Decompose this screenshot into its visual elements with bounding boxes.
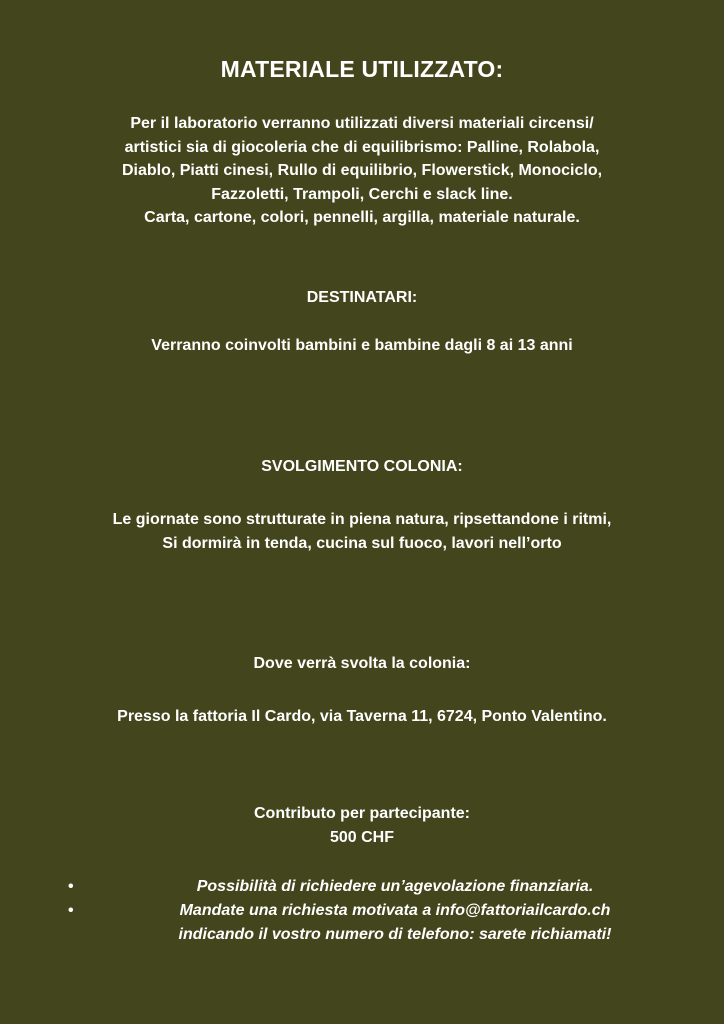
destinatari-text: Verranno coinvolti bambini e bambine dagli 8 ai 13 anni (151, 337, 573, 354)
contributo-heading: Contributo per partecipante: (253, 805, 470, 822)
contributo-block (0, 802, 724, 850)
dove-heading: Dove verrà svolta la colonia: (253, 655, 471, 672)
svolgimento-line: Si dormirà in tenda, cucina sul fuoco, lavori nell’orto (162, 534, 562, 552)
svolgimento-heading: SVOLGIMENTO COLONIA: (261, 458, 463, 475)
materiale-title: MATERIALE UTILIZZATO: (220, 56, 504, 82)
bullet-icon: • (68, 902, 74, 919)
destinatari-heading: DESTINATARI: (306, 289, 418, 306)
contributo-amount: 500 CHF (329, 829, 395, 846)
bullet-item-agevolazione (60, 875, 680, 899)
svolgimento-paragraph (0, 508, 724, 555)
dove-text: Presso la fattoria Il Cardo, via Taverna 11, 6724, Ponto Valentino. (117, 708, 607, 725)
bullet-item-richiesta (60, 899, 680, 947)
bullet-icon: • (68, 878, 74, 895)
bullet-line: indicando il vostro numero di telefono: sarete richiamati! (178, 926, 612, 943)
info-bullet-list (60, 875, 680, 947)
bullet-line: Mandate una richiesta motivata a info@fattoriailcardo.ch (179, 902, 611, 919)
materiale-line: Per il laboratorio verranno utilizzati diversi materiali circensi/ (130, 115, 594, 132)
materiale-paragraph (60, 112, 664, 230)
svolgimento-line: Le giornate sono strutturate in piena natura, ripsettandone i ritmi, (112, 511, 612, 528)
materiale-line: Carta, cartone, colori, pennelli, argilla, materiale naturale. (144, 209, 580, 226)
materiale-line: Diablo, Piatti cinesi, Rullo di equilibrio, Flowerstick, Monociclo, (121, 162, 603, 179)
materiale-line: Fazzoletti, Trampoli, Cerchi e slack line. (211, 185, 513, 203)
bullet-line: Possibilità di richiedere un’agevolazione finanziaria. (196, 878, 594, 895)
materiale-line: artistici sia di giocoleria che di equilibrismo: Palline, Rolabola, (124, 138, 600, 156)
